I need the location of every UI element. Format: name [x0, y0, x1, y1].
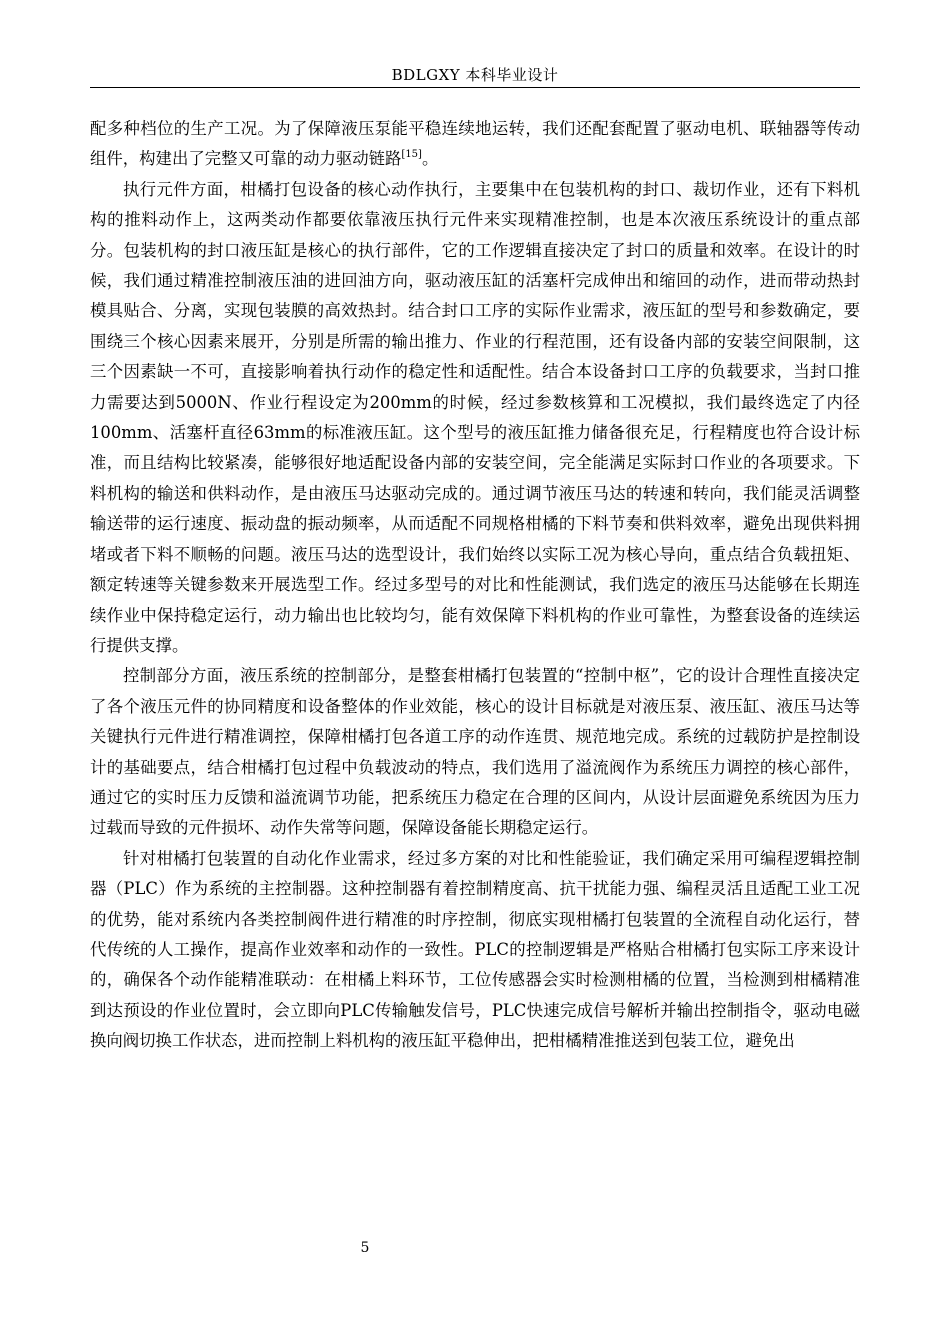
paragraph-1 — [90, 114, 860, 175]
paragraph-1-end: 。 — [421, 149, 439, 169]
paragraph-4: 针对柑橘打包装置的自动化作业需求，经过多方案的对比和性能验证，我们确定采用可编程逻辑控制器（PLC）作为系统的主控制器。这种控制器有着控制精度高、抗干扰能力强、编程灵活且适配工业工况的优势，能对系统内各类控制阀件进行精准的时序控制，彻底实现柑橘打包装置的全流程自动化运行，替代传统的人工操作，提高作业效率和动作的一致性。PLC的控制逻辑是严格贴合柑橘打包实际工序来设计的，确保各个动作能精准联动：在柑橘上料环节，工位传感器会实时检测柑橘的位置，当检测到柑橘精准到达预设的作业位置时，会立即向PLC传输触发信号，PLC快速完成信号解析并输出控制指令，驱动电磁换向阀切换工作状态，进而控制上料机构的液压缸平稳伸出，把柑橘精准推送到包装工位，避免出 — [90, 848, 860, 1051]
page-number: 5 — [360, 1240, 370, 1256]
body-text — [90, 114, 860, 1057]
header-divider — [90, 87, 860, 88]
paragraph-2: 执行元件方面，柑橘打包设备的核心动作执行，主要集中在包装机构的封口、裁切作业，还有下料机构的推料动作上，这两类动作都要依靠液压执行元件来实现精准控制，也是本次液压系统设计的重点部分。包装机构的封口液压缸是核心的执行部件，它的工作逻辑直接决定了封口的质量和效率。在设计的时候，我们通过精准控制液压油的进回油方向，驱动液压缸的活塞杆完成伸出和缩回的动作，进而带动热封模具贴合、分离，实现包装膜的高效热封。结合封口工序的实际作业需求，液压缸的型号和参数确定，要围绕三个核心因素来展开，分别是所需的输出推力、作业的行程范围，还有设备内部的安装空间限制，这三个因素缺一不可，直接影响着执行动作的稳定性和适配性。结合本设备封口工序的负载要求，当封口推力需要达到5000N、作业行程设定为200mm的时候，经过参数核算和工况模拟，我们最终选定了内径100mm、活塞杆直径63mm的标准液压缸。这个型号的液压缸推力储备很充足，行程精度也符合设计标准，而且结构比较紧凑，能够很好地适配设备内部的安装空间，完全能满足实际封口作业的各项要求。下料机构的输送和供料动作，是由液压马达驱动完成的。通过调节液压马达的转速和转向，我们能灵活调整输送带的运行速度、振动盘的振动频率，从而适配不同规格柑橘的下料节奏和供料效率，避免出现供料拥堵或者下料不顺畅的问题。液压马达的选型设计，我们始终以实际工况为核心导向，重点结合负载扭矩、额定转速等关键参数来开展选型工作。经过多型号的对比和性能测试，我们选定的液压马达能够在长期连续作业中保持稳定运行，动力输出也比较均匀，能有效保障下料机构的作业可靠性，为整套设备的连续运行提供支撑。 — [90, 179, 860, 655]
paragraph-1-text: 配多种档位的生产工况。为了保障液压泵能平稳连续地运转，我们还配套配置了驱动电机、联轴器等传动组件，构建出了完整又可靠的动力驱动链路 — [90, 119, 860, 169]
citation-marker: [15] — [401, 149, 422, 161]
paragraph-3: 控制部分方面，液压系统的控制部分，是整套柑橘打包装置的“控制中枢”，它的设计合理性直接决定了各个液压元件的协同精度和设备整体的作业效能，核心的设计目标就是对液压泵、液压缸、液压马达等关键执行元件进行精准调控，保障柑橘打包各道工序的动作连贯、规范地完成。系统的过载防护是控制设计的基础要点，结合柑橘打包过程中负载波动的特点，我们选用了溢流阀作为系统压力调控的核心部件，通过它的实时压力反馈和溢流调节功能，把系统压力稳定在合理的区间内，从设计层面避免系统因为压力过载而导致的元件损坏、动作失常等问题，保障设备能长期稳定运行。 — [90, 666, 860, 838]
page-header: BDLGXY 本科毕业设计 — [391, 66, 559, 84]
